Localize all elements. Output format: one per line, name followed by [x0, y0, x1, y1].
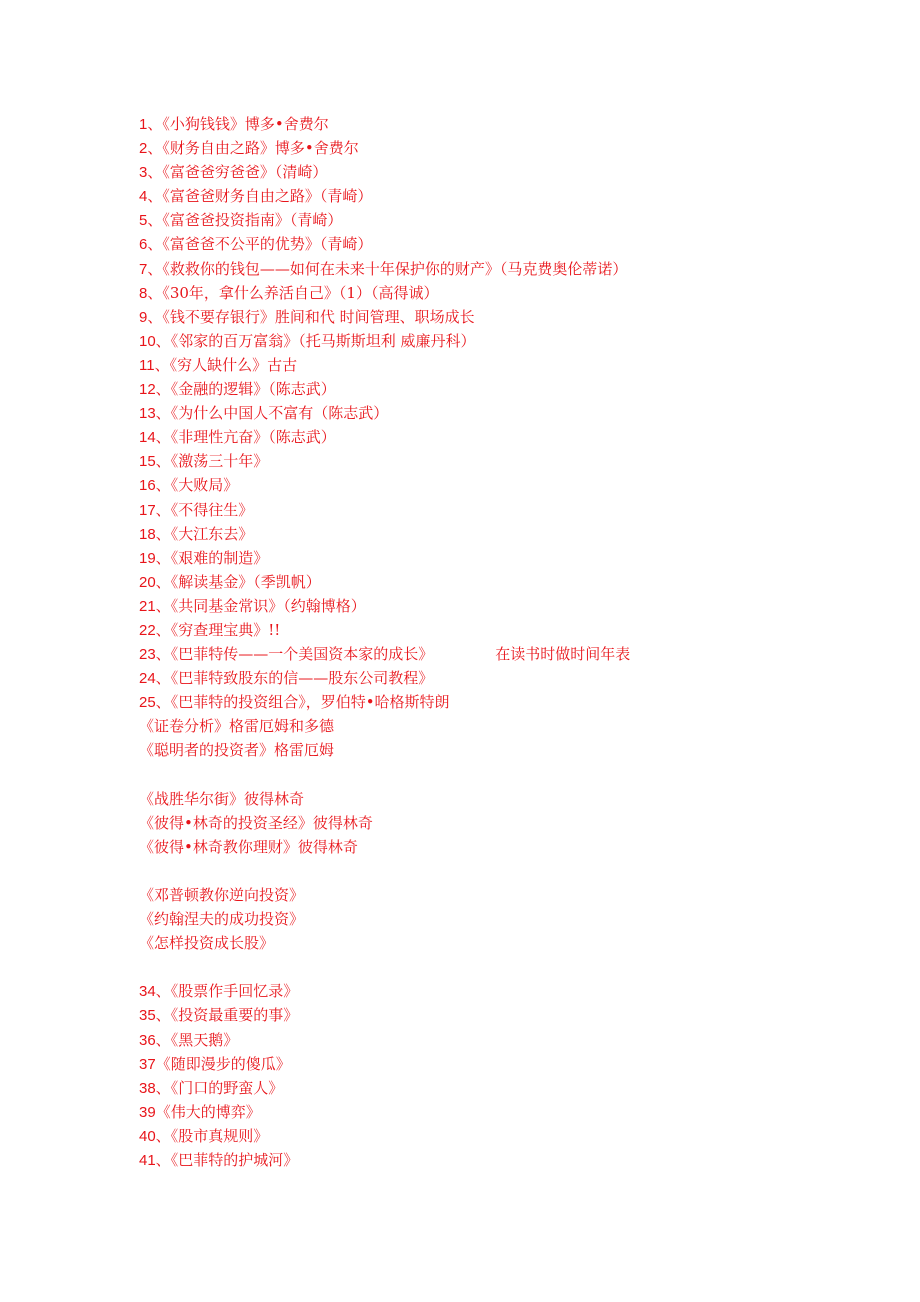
item-title: 《大败局》: [170, 476, 239, 495]
item-number: 14、: [139, 429, 171, 447]
list-item: [139, 594, 879, 618]
list-item: [139, 257, 879, 281]
list-item: [139, 907, 879, 931]
item-title: 《股市真规则》: [170, 1126, 269, 1145]
list-item: [139, 666, 879, 690]
list-item: [139, 353, 879, 377]
item-number: 36、: [139, 1031, 171, 1049]
list-item: [139, 811, 879, 835]
item-title: 《巴菲特的投资组合》，罗伯特•哈格斯特朗: [170, 693, 450, 712]
list-item: [139, 160, 879, 184]
item-title: 《为什么中国人不富有（陈志武）: [170, 404, 389, 423]
list-item: [139, 473, 879, 497]
item-number: 5、: [139, 212, 163, 230]
item-title: 《怎样投资成长股》: [139, 934, 275, 953]
item-title: 《穷人缺什么》古古: [169, 355, 298, 374]
item-title: 《钱不要存银行》胜间和代 时间管理、职场成长: [162, 307, 475, 326]
item-title: 《股票作手回忆录》: [170, 982, 299, 1001]
list-item: [139, 883, 879, 907]
item-title: 《战胜华尔街》彼得林奇: [139, 789, 305, 808]
list-item: [139, 425, 879, 449]
blank-line: [139, 763, 879, 787]
list-item: [139, 498, 879, 522]
item-title: 《财务自由之路》博多•舍费尔: [162, 139, 359, 158]
item-title: 《彼得•林奇的投资圣经》彼得林奇: [139, 813, 373, 832]
list-item: [139, 738, 879, 762]
item-number: 22、: [139, 621, 171, 639]
list-item: [139, 690, 879, 714]
item-title: 《富爸爸穷爸爸》（清崎）: [162, 163, 328, 182]
item-title: 《巴菲特致股东的信——股东公司教程》: [170, 669, 434, 688]
item-title: 《穷查理宝典》!!: [170, 620, 281, 639]
item-title: 《救救你的钱包——如何在未来十年保护你的财产》（马克费奥伦蒂诺）: [162, 259, 628, 278]
item-title: 《伟大的博弈》: [155, 1102, 261, 1121]
item-title: 《艰难的制造》: [170, 548, 269, 567]
list-item: [139, 449, 879, 473]
item-number: 10、: [139, 332, 171, 350]
item-title: 《彼得•林奇教你理财》彼得林奇: [139, 837, 358, 856]
item-title: 《富爸爸不公平的优势》（青崎）: [162, 235, 373, 254]
item-title: 《邓普顿教你逆向投资》: [139, 886, 305, 904]
item-number: 16、: [139, 477, 171, 495]
list-item: [139, 1124, 879, 1148]
list-item: [139, 1148, 879, 1172]
item-number: 15、: [139, 453, 171, 471]
list-item: [139, 281, 879, 305]
item-number: 1、: [139, 116, 163, 133]
item-title: 《富爸爸投资指南》（青崎）: [162, 211, 343, 230]
list-item: [139, 546, 879, 570]
list-item: [139, 835, 879, 859]
list-item: [139, 1076, 879, 1100]
item-number: 25、: [139, 694, 171, 712]
blank-line: [139, 859, 879, 883]
item-number: 13、: [139, 405, 171, 423]
list-item: [139, 136, 879, 160]
item-title: 《证卷分析》格雷厄姆和多德: [139, 717, 335, 736]
item-title: 《大江东去》: [170, 524, 254, 543]
item-number: 11、: [139, 356, 170, 374]
item-title: 《富爸爸财务自由之路》（青崎）: [162, 187, 373, 206]
list-item: [139, 112, 879, 136]
item-number: 19、: [139, 549, 171, 567]
list-item: [139, 305, 879, 329]
list-item: [139, 618, 879, 642]
item-number: 2、: [139, 140, 163, 158]
item-number: 20、: [139, 573, 171, 591]
item-title: 《非理性亢奋》（陈志武）: [170, 428, 336, 447]
item-title: 《激荡三十年》: [170, 452, 269, 471]
item-title: 《巴菲特的护城河》: [170, 1151, 299, 1170]
item-number: 8、: [139, 284, 163, 302]
list-item: [139, 787, 879, 811]
item-title: 《邻家的百万富翁》（托马斯斯坦利 威廉丹科）: [170, 331, 476, 350]
item-title: 《小狗钱钱》博多•舍费尔: [162, 115, 329, 133]
list-item: [139, 570, 879, 594]
item-number: 24、: [139, 670, 171, 688]
item-title: 《共同基金常识》（约翰博格）: [170, 596, 366, 615]
item-number: 34、: [139, 983, 171, 1001]
item-note: 在读书时做时间年表: [495, 645, 631, 664]
item-title: 《聪明者的投资者》格雷厄姆: [139, 741, 335, 760]
list-item: [139, 714, 879, 738]
item-title: 《解读基金》（季凯帆）: [170, 572, 321, 591]
item-number: 41、: [139, 1152, 171, 1170]
item-number: 37: [139, 1055, 156, 1073]
list-item: [139, 931, 879, 955]
item-title: 《不得往生》: [170, 500, 254, 519]
list-item: [139, 979, 879, 1003]
item-number: 4、: [139, 188, 163, 206]
list-item: [139, 401, 879, 425]
list-item: [139, 1028, 879, 1052]
item-number: 23、: [139, 646, 171, 664]
list-item: [139, 184, 879, 208]
item-number: 39: [139, 1103, 156, 1121]
item-title: 《约翰涅夫的成功投资》: [139, 910, 305, 929]
book-list: [139, 112, 879, 1172]
list-item: [139, 1100, 879, 1124]
item-number: 21、: [139, 597, 171, 615]
item-number: 12、: [139, 381, 171, 399]
item-title: 《投资最重要的事》: [170, 1006, 299, 1025]
item-number: 35、: [139, 1007, 171, 1025]
item-title: 《30年，拿什么养活自己》（1）（高得诚）: [162, 283, 439, 302]
item-number: 3、: [139, 164, 163, 182]
item-number: 9、: [139, 308, 163, 326]
item-number: 6、: [139, 236, 163, 254]
blank-line: [139, 955, 879, 979]
item-title: 《门口的野蛮人》: [170, 1078, 284, 1097]
list-item: [139, 208, 879, 232]
item-number: 38、: [139, 1079, 171, 1097]
list-item: [139, 377, 879, 401]
item-title: 《巴菲特传——一个美国资本家的成长》: [170, 645, 434, 664]
list-item: [139, 522, 879, 546]
list-item: [139, 1052, 879, 1076]
item-number: 7、: [139, 260, 163, 278]
list-item: [139, 329, 879, 353]
item-title: 《随即漫步的傻瓜》: [155, 1054, 291, 1073]
item-title: 《金融的逻辑》（陈志武）: [170, 380, 336, 399]
item-number: 18、: [139, 525, 171, 543]
list-item: [139, 1003, 879, 1027]
list-item: [139, 642, 879, 666]
list-item: [139, 232, 879, 256]
item-number: 17、: [139, 501, 171, 519]
item-number: 40、: [139, 1127, 171, 1145]
item-title: 《黑天鹅》: [170, 1030, 239, 1049]
